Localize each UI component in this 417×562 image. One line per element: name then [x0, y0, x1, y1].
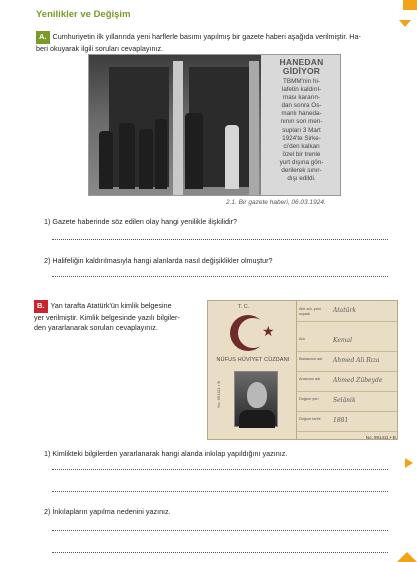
id-card-left: [208, 301, 296, 440]
news-line: yurt dışına gön-: [279, 158, 324, 166]
part-a-intro-line1: Cumhuriyetin ilk yıllarında yeni harflerle basımı yapılmış bir gazete haberi aşağıda verilmiştir. Ha-: [52, 32, 361, 41]
part-b-intro-line2: yer verilmiştir. Kimlik belgesinde yazılı bilgiler-: [34, 312, 180, 322]
part-a-badge: A.: [36, 31, 50, 44]
part-b-intro-line3: den yararlanarak soruları cevaplayınız.: [34, 323, 158, 332]
id-field-label: Anasının adı: [299, 377, 321, 381]
photo-figure: [225, 125, 239, 189]
arrow-up-icon: [397, 552, 417, 562]
photo-figure: [139, 129, 153, 189]
news-line: ci'den kalkan: [283, 142, 320, 150]
id-field-label: Doğum tarihi: [299, 417, 321, 421]
id-card-number: No. 991411 • B.: [365, 435, 397, 440]
news-line: derilerek sınır-: [281, 167, 322, 175]
question-a2: 2) Halifeliğin kaldırılmasıyla hangi alanlarda nasıl değişiklikler olmuştur?: [44, 256, 273, 265]
photo-caption: 2.1. Bir gazete haberi, 06.03.1924.: [226, 199, 326, 206]
answer-line[interactable]: [52, 469, 388, 470]
arrow-right-icon: [405, 458, 413, 468]
arrow-down-icon: [399, 20, 411, 27]
question-b2: 2) İnkılapların yapılma nedenini yazınız.: [44, 507, 171, 516]
portrait-suit: [239, 410, 275, 428]
id-field-row: [297, 415, 398, 432]
answer-line[interactable]: [52, 552, 388, 553]
answer-line[interactable]: [52, 491, 388, 492]
news-line: manlı haneda-: [281, 110, 322, 118]
id-field-value: 1881: [333, 417, 349, 424]
news-line: dan sonra Os-: [281, 102, 322, 110]
station-photo: [89, 55, 261, 196]
photo-pillar: [173, 61, 183, 196]
news-text-panel: [261, 55, 341, 196]
news-line: ması kararın-: [282, 94, 321, 102]
part-b-intro-line1: Yan tarafta Atatürk'ün kimlik belgesine: [50, 301, 172, 310]
question-a1: 1) Gazete haberinde söz edilen olay hangi yenilikle ilişkilidir?: [44, 217, 237, 226]
photo-figure: [185, 113, 203, 189]
photo-figure: [155, 119, 167, 189]
id-field-label: Babasının adı: [299, 357, 323, 361]
portrait-face: [247, 382, 267, 408]
part-b-badge: B.: [34, 300, 48, 313]
id-field-value: Ahmed Ali Rıza: [333, 357, 380, 364]
news-body: [265, 78, 338, 183]
question-b1: 1) Kimlikteki bilgilerden yararlanarak hangi alanda inkılap yapıldığını yazınız.: [44, 449, 288, 458]
news-headline: HANEDAN GİDİYOR: [279, 57, 324, 76]
newspaper-photo: [88, 54, 341, 196]
id-field-label: Doğum yeri: [299, 397, 319, 401]
id-side-number: No. 991411 • B: [216, 381, 221, 408]
id-tc: T. C.: [238, 304, 250, 310]
id-field-value: Atatürk: [333, 307, 356, 314]
portrait-photo: [234, 371, 278, 427]
id-field-row: [297, 375, 398, 392]
id-field-label: Aile adı, yani soyadı: [299, 307, 321, 316]
id-card-fields: [296, 301, 398, 440]
part-b-intro: [34, 300, 206, 334]
answer-line[interactable]: [52, 530, 388, 531]
news-line: 1924'te Sirke-: [282, 134, 321, 142]
id-field-label: Adı: [299, 337, 305, 341]
news-line: supları 3 Mart: [282, 126, 321, 134]
id-field-row: [297, 355, 398, 372]
news-line: dışı edildi.: [287, 175, 316, 183]
id-card-title: NÜFUS HÜVİYET CÜZDANI: [216, 357, 290, 363]
id-field-row: [297, 395, 398, 412]
part-a-intro: [36, 31, 406, 54]
id-field-value: Ahmed Zübeyde: [333, 377, 383, 384]
news-line: lafetin kaldırıl-: [281, 86, 322, 94]
news-line: TBMM'nin hi-: [283, 78, 320, 85]
part-a-intro-line2: beri okuyarak ilgili soruları cevaplayınız.: [36, 43, 164, 53]
id-field-row: [297, 305, 398, 322]
photo-figure: [119, 123, 135, 189]
identity-card: [207, 300, 398, 440]
answer-line[interactable]: [52, 276, 388, 277]
photo-figure: [99, 131, 113, 189]
news-line: nının son men-: [280, 118, 323, 126]
section-title: Yenilikler ve Değişim: [36, 9, 131, 20]
star-icon: ★: [262, 323, 275, 339]
id-field-value: Kemal: [333, 337, 353, 344]
news-line: özel bir trenle: [282, 150, 321, 158]
corner-tab: [403, 0, 417, 10]
id-field-value: Selânik: [333, 397, 356, 404]
answer-line[interactable]: [52, 239, 388, 240]
id-field-row: [297, 335, 398, 352]
photo-pillar: [249, 61, 259, 196]
